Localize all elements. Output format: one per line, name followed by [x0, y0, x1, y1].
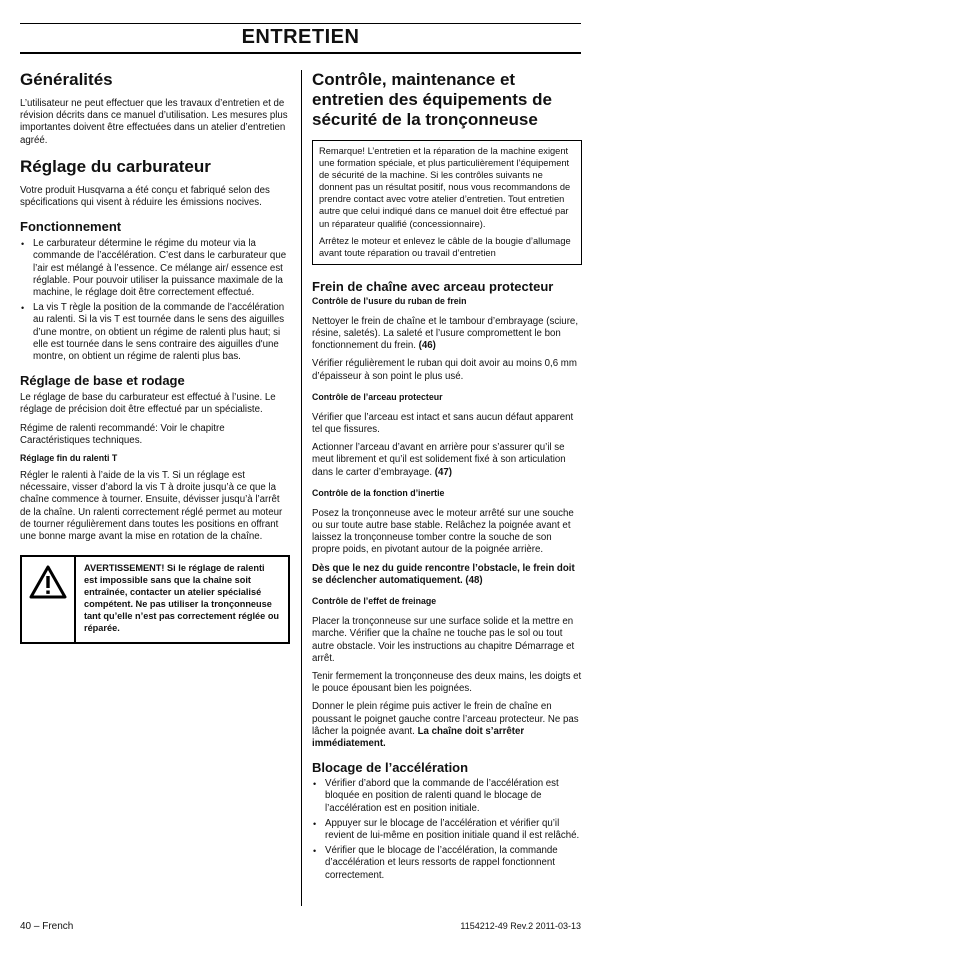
freinage-bold-text: La chaîne doit s’arrêter immédiatement. — [312, 725, 525, 749]
list-item: • Vérifier d’abord que la commande de l’accélération est bloquée en position de ralenti quand le blocage de l’accélération est en position initiale. — [312, 778, 582, 815]
base-paragraph-3: Régler le ralenti à l’aide de la vis T. Si un réglage est nécessaire, visser d’abord la vis T à droite jusqu’à ce que la chaîne commence à tourner. Ensuite, dévisser jusqu’à l’arrêt de la chaîne. Un ralenti correctement réglé permet au moteur de tourner régulièrement dans toutes les positions en offrant une bonne marge avant la mise en rotation de la chaîne. — [20, 470, 283, 543]
warning-triangle-icon — [22, 557, 74, 642]
warning-text: AVERTISSEMENT! Si le réglage de ralenti est impossible sans que la chaîne soit entraînée, contacter un atelier spécialisé compétent. Ne pas utiliser la tronçonneuse tant qu’elle n’est pas correctement réglée ou réparée. — [74, 557, 288, 642]
subheading-reglage-base: Réglage de base et rodage — [20, 373, 185, 389]
fonctionnement-list — [20, 238, 290, 363]
freinage-paragraph-1: Placer la tronçonneuse sur une surface solide et la mettre en marche. Vérifier que la chaîne ne touche pas le sol ou tout autre obstacle. Voir les instructions au chapitre Démarrage et arrêt. — [312, 616, 575, 664]
freinage-paragraph-2: Tenir fermement la tronçonneuse des deux mains, les doigts et le pouce épousant bien les poignées. — [312, 670, 582, 695]
list-item: • Le carburateur détermine le régime du moteur via la commande de l’accélération. C’est dans le carburateur que l’air est mélangé à l’essence. Ce mélange air/ essence est réglable. Pour pouvoir utiliser la puissance maximale de la machine, le réglage doit être correctement effectué. — [20, 238, 290, 299]
usure-paragraph-1 — [312, 316, 582, 353]
arceau-text: Actionner l’arceau d’avant en arrière pour s’assurer qu’il se meut librement et qu’il est solidement fixé à son articulation dans le carter d’embrayage. — [312, 442, 566, 478]
reglage-intro: Votre produit Husqvarna a été conçu et fabriqué selon des spécifications qui visent à réduire les émissions nocives. — [20, 184, 270, 209]
subheading-reglage-fin: Réglage fin du ralenti T — [20, 453, 118, 464]
arceau-paragraph-1: Vérifier que l’arceau est intact et sans aucun défaut apparent tel que fissures. — [312, 411, 574, 436]
list-item: • Appuyer sur le blocage de l’accélération et vérifier qu’il revient de lui-même en position initiale quand il est relâché. — [312, 818, 582, 842]
right-column — [312, 70, 582, 888]
section-heading-reglage-carburateur: Réglage du carburateur — [20, 156, 211, 176]
section-heading-controle-securite: Contrôle, maintenance et entretien des équipements de sécurité de la tronçonneuse — [312, 70, 552, 129]
usure-text: Nettoyer le frein de chaîne et le tambour d’embrayage (sciure, résine, saletés). La saleté et l’usure compromettent le bon fonctionnement du frein. — [312, 315, 579, 352]
base-paragraph-1: Le réglage de base du carburateur est effectué à l’usine. Le réglage de précision doit être effectué par un spécialiste. — [20, 392, 276, 416]
document-reference: 1154212-49 Rev.2 2011-03-13 — [460, 921, 581, 931]
heading-usure-ruban: Contrôle de l’usure du ruban de frein — [312, 295, 467, 306]
inertie-bold-text: Dès que le nez du guide rencontre l’obstacle, le frein doit se déclencher automatiquement. (48) — [312, 562, 575, 586]
list-item: • La vis T règle la position de la commande de l’accélération au ralenti. Si la vis T est tournée dans le sens des aiguilles d’une montre, on obtient un régime de ralenti plus haut; si elle est tournée dans le sens contraire des aiguilles d'une montre, on obtient un régime de ralenti plus bas. — [20, 302, 290, 363]
heading-arceau-protecteur: Contrôle de l’arceau protecteur — [312, 391, 443, 402]
freinage-text: Donner le plein régime puis activer le frein de chaîne en poussant le poignet gauche contre l’arceau protecteur. Ne pas lâcher la poignée avant. — [312, 701, 579, 737]
section-heading-generalites: Généralités — [20, 70, 113, 89]
subheading-fonctionnement: Fonctionnement — [20, 219, 122, 235]
usure-paragraph-2: Vérifier régulièrement le ruban qui doit avoir au moins 0,6 mm d’épaisseur à son point le plus usé. — [312, 358, 577, 382]
arceau-paragraph-2 — [312, 442, 582, 479]
page-number: 40 – French — [20, 921, 74, 932]
inertie-paragraph-1: Posez la tronçonneuse avec le moteur arrêté sur une souche ou sur toute autre base stable. Relâchez la poignée avant et laissez la tronçonneuse tomber contre la souche de son propre poids, en pivotant autour de la poignée arrière. — [312, 507, 574, 556]
header-rule-bottom — [20, 52, 581, 54]
list-item: • Vérifier que le blocage de l’accélération, la commande d’accélération et leurs ressorts de rappel fonctionnent correctement. — [312, 845, 582, 882]
generalites-text: L’utilisateur ne peut effectuer que les travaux d’entretien et de révision décrits dans ce manuel d’utilisation. Les mesures plus importantes doivent être effectuées dans un atelier d’entretien agréé. — [20, 98, 288, 146]
blocage-list — [312, 778, 582, 882]
page-title: ENTRETIEN — [241, 26, 360, 48]
freinage-paragraph-3 — [312, 701, 582, 750]
base-paragraph-2: Régime de ralenti recommandé: Voir le chapitre Caractéristiques techniques. — [20, 422, 225, 446]
figure-ref-47: (47) — [434, 466, 453, 478]
left-column — [20, 70, 290, 644]
inertie-paragraph-2 — [312, 563, 582, 587]
column-divider — [301, 70, 302, 906]
subheading-blocage-acceleration: Blocage de l’accélération — [312, 760, 469, 776]
note-box — [312, 140, 582, 265]
warning-box — [20, 555, 290, 644]
note-paragraph-2: Arrêtez le moteur et enlevez le câble de la bougie d’allumage avant toute réparation ou travail d’entretien — [319, 235, 571, 258]
heading-effet-freinage: Contrôle de l’effet de freinage — [312, 596, 437, 607]
note-paragraph-1: Remarque! L’entretien et la réparation de la machine exigent une formation spéciale, et plus particulièrement l’équipement de sécurité de la machine. Si les contrôles suivants ne donnent pas un résultat positif, nous vous recommandons de prendre contact avec votre atelier d’entretien. Tout entretien autre que celui indiqué dans ce manuel doit être effectué par un réparateur qualifié (concessionnaire). — [319, 146, 571, 229]
header-rule-top — [20, 23, 581, 24]
figure-ref-46: (46) — [418, 340, 436, 352]
heading-fonction-inertie: Contrôle de la fonction d’inertie — [312, 487, 445, 498]
subheading-frein-chaine: Frein de chaîne avec arceau protecteur — [312, 278, 554, 294]
